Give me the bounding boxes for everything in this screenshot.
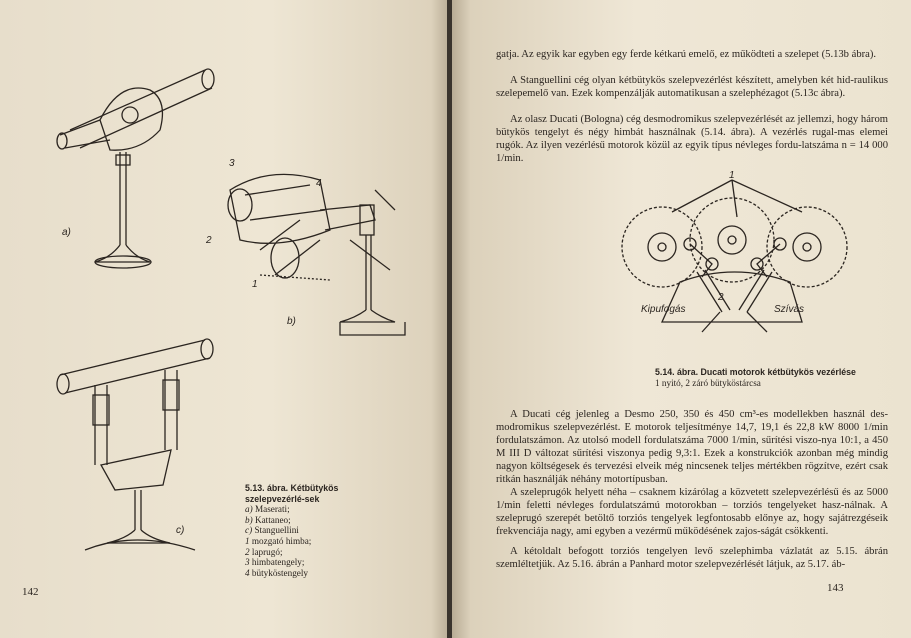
paragraph: A kétoldalt befogott torziós tengelyen levő szelephimba vázlatát az 5.15. ábrán szemléltetjük. Az 5.16. ábrán a Panhard motor szelepvezérlését látjuk, az 5.17. áb- bbox=[496, 546, 888, 571]
caption-line: 1 nyitó, 2 záró bütyköstárcsa bbox=[655, 377, 761, 388]
caption-item: 4 bütyköstengely bbox=[245, 567, 309, 578]
label-exhaust: Kipufogás bbox=[641, 304, 686, 315]
label-n2-left: 2 bbox=[206, 235, 212, 246]
left-page bbox=[0, 0, 449, 638]
figure-5-14 bbox=[602, 172, 872, 342]
label-intake: Szívás bbox=[774, 304, 805, 315]
figure-5-13-c bbox=[45, 325, 245, 575]
paragraph: A Ducati cég jelenleg a Desmo 250, 350 és 450 cm³-es modellekben használ des-modromikus szelepvezérlést. E motorok teljesítménye 14,7, 19,1 és 22,8 kW 8000 1/min fordulatszámon. Az utolsó modell fordulatszáma 7000 1/min, sűrítési viszo-nya 10:1, a 450 M III D változat sűrítési viszonya pedig 9,3:1. Ezek a konstrukciók azonban még mindig nagyon költségesek és tervezési elveik még nincsenek teljes mértékben rögzítve, ezért csak ritkán használják néhány motortípusban. bbox=[496, 409, 888, 486]
caption-title: 5.14. ábra. Ducati motorok kétbütykös vezérlése bbox=[655, 367, 856, 377]
page-number-right: 143 bbox=[827, 582, 844, 594]
paragraph: A Stanguellini cég olyan kétbütykös szelepvezérlést készített, amelyben két hid-raulikus szelepemelő van. Ezek kompenzálják automatikusan a szelephézagot (5.13c ábra). bbox=[496, 75, 888, 100]
caption-item: 1 mozgató himba; bbox=[245, 535, 312, 546]
caption-items bbox=[245, 504, 395, 578]
figure-5-14-caption bbox=[655, 367, 905, 388]
figure-5-13-b bbox=[200, 150, 410, 350]
caption-item: b) Kattaneo; bbox=[245, 514, 291, 525]
paragraph: Az olasz Ducati (Bologna) cég desmodromikus szelepvezérlését az jellemzi, hogy három bütykös tengelyt és négy himbát használnak (5.14. ábra). A vezérlés rugal-mas elemei rugók. Az ilyen vezérlésű motorok közül az egyik típus névleges fordu-latszáma n = 14 000 1/min. bbox=[496, 114, 888, 165]
paragraph: A szeleprugók helyett néha – csaknem kizárólag a közvetett szelepvezérlésű és az 5000 1/min feletti névleges fordulatszámú motorokban – torziós tengelyeket hasz-nálnak. A szeleprugó szerepét betöltő torziós tengelyek legfontosabb előnye az, hogy sajátrezgéseik frekvenciája nagy, ami egyben a vezérmű működésének zajos-ságát csökkenti. bbox=[496, 487, 888, 538]
paragraph: gatja. Az egyik kar egyben egy ferde kétkarú emelő, ez működteti a szelepet (5.13b ábra). bbox=[496, 49, 877, 60]
caption-item: c) Stanguellini bbox=[245, 525, 299, 536]
caption-title: 5.13. ábra. Kétbütykös szelepvezérlé-sek bbox=[245, 483, 339, 504]
label-n3-left: 3 bbox=[229, 158, 235, 169]
label-c: c) bbox=[176, 525, 185, 536]
caption-item: 3 himbatengely; bbox=[245, 557, 305, 568]
label-n1-left: 1 bbox=[252, 279, 258, 290]
caption-item: 2 laprugó; bbox=[245, 546, 283, 557]
figure-5-13-caption bbox=[245, 483, 395, 578]
label-n2-right: 2 bbox=[718, 292, 724, 303]
label-a: a) bbox=[62, 227, 71, 238]
caption-item: a) Maserati; bbox=[245, 504, 290, 515]
label-n4-left: 4 bbox=[316, 178, 322, 189]
label-b: b) bbox=[287, 316, 296, 327]
right-page bbox=[452, 0, 911, 638]
page-number-left: 142 bbox=[22, 586, 39, 598]
label-n1-right: 1 bbox=[729, 170, 735, 181]
